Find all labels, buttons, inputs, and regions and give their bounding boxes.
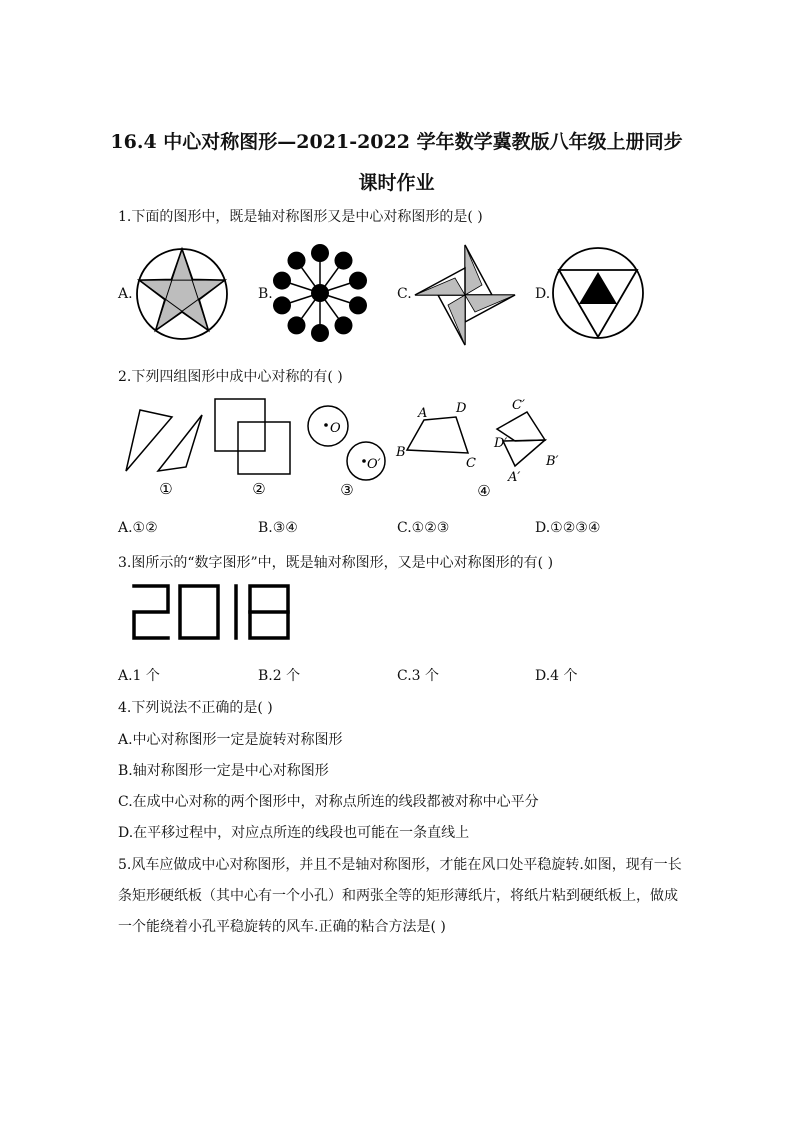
q2-option-c: C.①②③ <box>397 520 450 536</box>
q2-figures <box>118 395 588 503</box>
q2-fig2-square-b <box>238 422 290 474</box>
q4-option-b: B.轴对称图形一定是中心对称图形 <box>118 763 329 779</box>
q2-label-d: D <box>456 401 467 416</box>
q2-label-a: A <box>418 406 428 421</box>
q2-figure-label-3: ③ <box>340 481 354 499</box>
q4-stem: 4.下列说法不正确的是( ) <box>118 700 273 716</box>
q1-option-d-label: D. <box>535 286 551 302</box>
q3-digit-figure-2018 <box>124 580 299 644</box>
q1-figure-c-pinwheel <box>410 240 518 350</box>
q1-stem: 1.下面的图形中，既是轴对称图形又是中心对称图形的是( ) <box>118 209 483 225</box>
q1-option-a-label: A. <box>118 286 133 302</box>
q2-label-c-prime: C′ <box>512 398 525 413</box>
q1-figure-d-triangles-in-circle <box>550 243 650 343</box>
q3-option-b: B.2 个 <box>258 668 301 684</box>
q1-figure-a-star-in-circle <box>134 243 234 343</box>
q2-fig2-square-a <box>215 399 265 451</box>
q2-option-d: D.①②③④ <box>535 520 601 536</box>
q2-figure-label-1: ① <box>159 480 173 498</box>
q1-option-c-label: C. <box>397 286 412 302</box>
q2-label-c: C <box>466 456 476 471</box>
q3-option-d: D.4 个 <box>535 668 578 684</box>
q3-stem: 3.图所示的“数字图形”中，既是轴对称图形，又是中心对称图形的有( ) <box>118 555 554 571</box>
page-title-line-1: 16.4 中心对称图形—2021-2022 学年数学冀教版八年级上册同步 <box>110 131 683 153</box>
q2-option-a: A.①② <box>118 520 158 536</box>
q2-fig4-quad-abcd <box>407 417 468 453</box>
q3-option-c: C.3 个 <box>397 668 440 684</box>
q2-label-a-prime: A′ <box>508 470 521 485</box>
q2-label-o-prime: O′ <box>367 457 381 472</box>
q2-fig4-quad-prime-bottom <box>503 440 545 466</box>
page-title-line-2: 课时作业 <box>358 172 435 194</box>
q5-line-2: 条矩形硬纸板（其中心有一个小孔）和两张全等的矩形薄纸片，将纸片粘到硬纸板上，做成 <box>118 888 678 904</box>
q3-option-a: A.1 个 <box>118 668 160 684</box>
q2-fig1-triangle-right <box>158 415 202 471</box>
q2-fig3-circle-o <box>308 406 348 446</box>
q4-option-c: C.在成中心对称的两个图形中，对称点所连的线段都被对称中心平分 <box>118 794 539 810</box>
q2-label-o: O <box>330 421 341 436</box>
q4-option-d: D.在平移过程中，对应点所连的线段也可能在一条直线上 <box>118 825 470 841</box>
q2-label-b: B <box>396 445 406 460</box>
q2-label-b-prime: B′ <box>546 454 559 469</box>
q2-figure-label-4: ④ <box>477 482 491 500</box>
q5-line-1: 5.风车应做成中心对称图形，并且不是轴对称图形，才能在风口处平稳旋转.如图，现有一长 <box>118 857 682 873</box>
q2-stem: 2.下列四组图形中成中心对称的有( ) <box>118 369 343 385</box>
q1-figure-b-ten-dot-wheel <box>270 243 370 343</box>
q2-label-d-prime: D′ <box>494 436 508 451</box>
q5-line-3: 一个能绕着小孔平稳旋转的风车.正确的粘合方法是( ) <box>118 919 446 935</box>
q1-option-b-label: B. <box>258 286 273 302</box>
q2-figure-label-2: ② <box>252 480 266 498</box>
q4-option-a: A.中心对称图形一定是旋转对称图形 <box>118 732 343 748</box>
q2-option-b: B.③④ <box>258 520 298 536</box>
